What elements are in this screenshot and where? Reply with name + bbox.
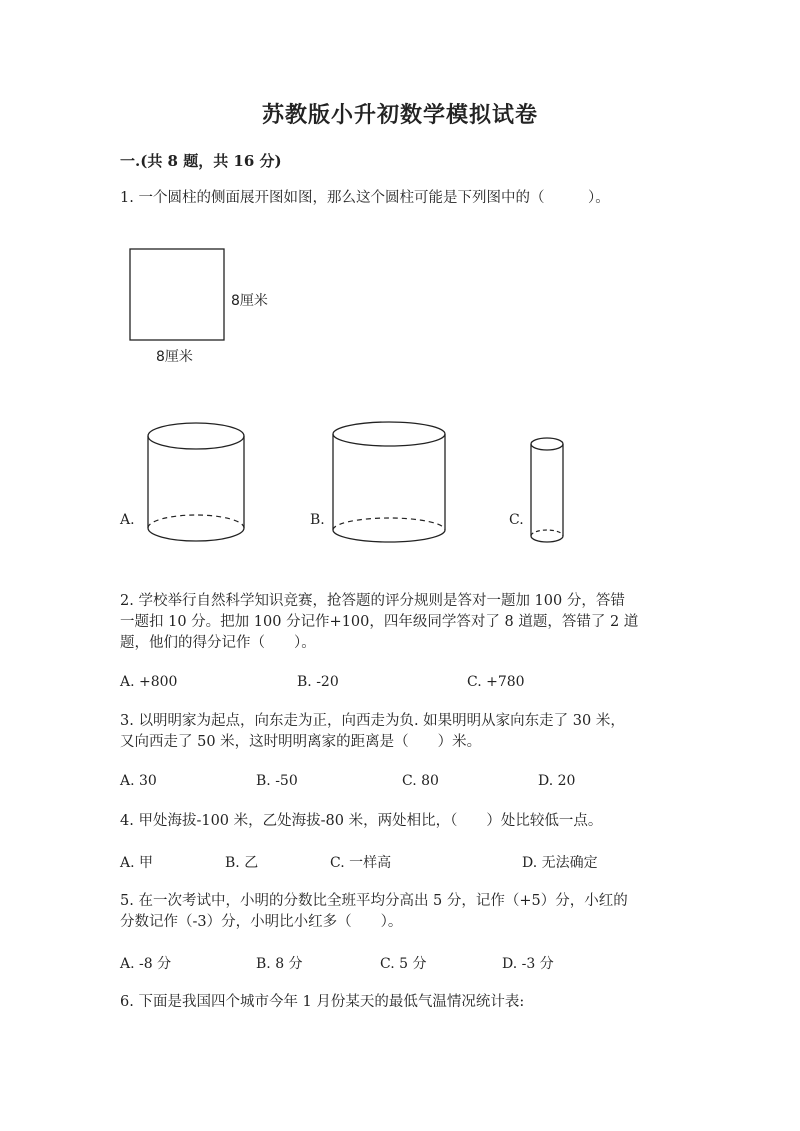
q2-option-a: A. +800 bbox=[120, 674, 178, 690]
q3-option-a: A. 30 bbox=[120, 773, 157, 789]
q5-option-b: B. 8 分 bbox=[256, 956, 303, 972]
section-heading: 一.(共 8 题，共 16 分) bbox=[120, 152, 282, 170]
option-a-label: A. bbox=[120, 512, 135, 528]
option-c-label: C. bbox=[509, 512, 524, 528]
q4-option-b: B. 乙 bbox=[225, 855, 259, 871]
q5-option-a: A. -8 分 bbox=[120, 956, 172, 972]
question-2-line-2: 一题扣 10 分。把加 100 分记作+100，四年级同学答对了 8 道题，答错了 2 道 bbox=[120, 614, 639, 630]
page-title: 苏教版小升初数学模拟试卷 bbox=[261, 102, 538, 128]
q2-option-c: C. +780 bbox=[467, 674, 525, 690]
question-2-line-3: 题，他们的得分记作（ ）。 bbox=[120, 635, 316, 651]
side-length-label: 8厘米 bbox=[231, 293, 268, 309]
question-3-line-2: 又向西走了 50 米，这时明明离家的距离是（ ）米。 bbox=[120, 734, 482, 750]
question-6-line-1: 6. 下面是我国四个城市今年 1 月份某天的最低气温情况统计表: bbox=[120, 994, 525, 1010]
question-1-text: 1. 一个圆柱的侧面展开图如图，那么这个圆柱可能是下列图中的（ ）。 bbox=[120, 190, 610, 206]
q3-option-b: B. -50 bbox=[256, 773, 298, 789]
q5-option-c: C. 5 分 bbox=[380, 956, 427, 972]
q4-option-d: D. 无法确定 bbox=[522, 855, 598, 871]
q2-option-b: B. -20 bbox=[297, 674, 339, 690]
q5-option-d: D. -3 分 bbox=[502, 956, 554, 972]
question-5-line-1: 5. 在一次考试中，小明的分数比全班平均分高出 5 分，记作（+5）分，小红的 bbox=[120, 893, 628, 909]
question-4-line-1: 4. 甲处海拔-100 米，乙处海拔-80 米，两处相比，（ ）处比较低一点。 bbox=[120, 813, 603, 829]
q3-option-c: C. 80 bbox=[402, 773, 439, 789]
question-5-line-2: 分数记作（-3）分，小明比小红多（ ）。 bbox=[120, 914, 403, 930]
question-2-line-1: 2. 学校举行自然科学知识竞赛，抢答题的评分规则是答对一题加 100 分，答错 bbox=[120, 593, 625, 609]
question-3-line-1: 3. 以明明家为起点，向东走为正，向西走为负. 如果明明从家向东走了 30 米， bbox=[120, 713, 625, 729]
q4-option-c: C. 一样高 bbox=[330, 855, 392, 871]
option-b-label: B. bbox=[310, 512, 325, 528]
q3-option-d: D. 20 bbox=[538, 773, 576, 789]
q4-option-a: A. 甲 bbox=[120, 855, 154, 871]
bottom-length-label: 8厘米 bbox=[156, 349, 193, 365]
